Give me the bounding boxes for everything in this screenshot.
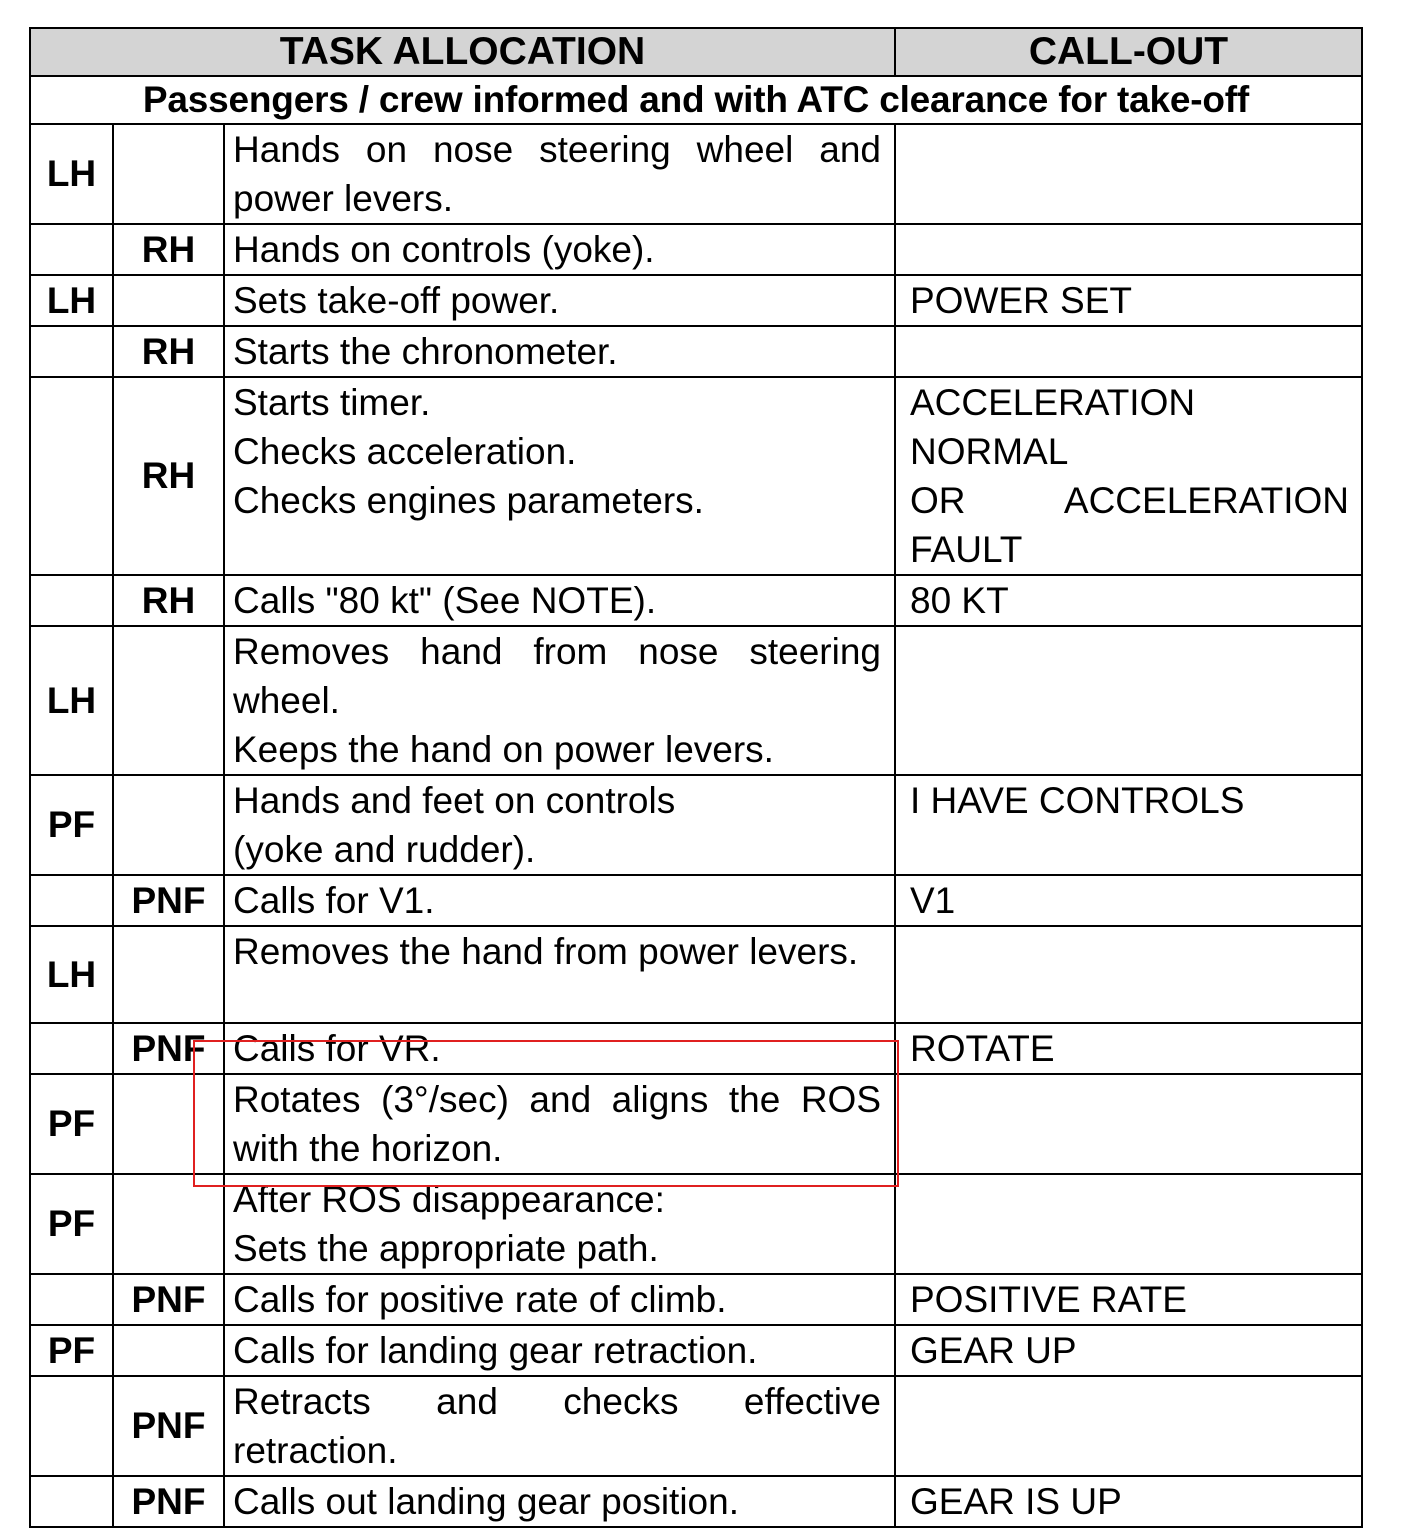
task-line: Checks engines parameters. <box>233 480 704 521</box>
header-row <box>30 28 1362 76</box>
callout-cell <box>895 326 1362 377</box>
task-cell <box>224 224 895 275</box>
task-line: Removes hand from nose steering wheel. <box>233 631 881 721</box>
task-cell <box>224 1074 895 1174</box>
callout-cell <box>895 1325 1362 1376</box>
table-row <box>30 124 1362 224</box>
table-row <box>30 1476 1362 1527</box>
task-line: Hands on nose steering wheel and power levers. <box>233 129 881 219</box>
role-right <box>113 1174 224 1274</box>
task-allocation-table <box>29 27 1363 1528</box>
callout-cell <box>895 775 1362 875</box>
table-row <box>30 1274 1362 1325</box>
role-right <box>113 775 224 875</box>
callout-line: GEAR UP <box>910 1330 1077 1371</box>
task-line: Checks acceleration. <box>233 431 577 472</box>
role-left <box>30 224 113 275</box>
callout-line: POWER SET <box>910 280 1133 321</box>
table-row <box>30 626 1362 775</box>
table-row <box>30 775 1362 875</box>
table-row <box>30 575 1362 626</box>
role-right <box>113 926 224 1023</box>
callout-cell <box>895 1274 1362 1325</box>
task-line: After ROS disappearance: <box>233 1179 665 1220</box>
task-line: Calls for positive rate of climb. <box>233 1279 727 1320</box>
subheader-text: Passengers / crew informed and with ATC clearance for take-off <box>30 76 1362 124</box>
callout-line: V1 <box>910 880 956 921</box>
header-task-allocation: TASK ALLOCATION <box>30 28 895 76</box>
task-cell <box>224 1274 895 1325</box>
callout-cell <box>895 875 1362 926</box>
role-right: PNF <box>113 1023 224 1074</box>
task-line: Calls "80 kt" (See NOTE). <box>233 580 657 621</box>
callout-line: ACCELERATION NORMAL <box>910 382 1196 472</box>
role-right <box>113 1325 224 1376</box>
header-call-out: CALL-OUT <box>895 28 1362 76</box>
table-row <box>30 326 1362 377</box>
role-right: PNF <box>113 1274 224 1325</box>
role-right <box>113 124 224 224</box>
table-row <box>30 275 1362 326</box>
task-cell <box>224 1376 895 1476</box>
subheader-row <box>30 76 1362 124</box>
callout-cell <box>895 124 1362 224</box>
task-line: Rotates (3°/sec) and aligns the ROS with the horizon. <box>233 1079 881 1169</box>
task-cell <box>224 1174 895 1274</box>
task-cell <box>224 926 895 1023</box>
role-right: PNF <box>113 1376 224 1476</box>
task-line: Starts the chronometer. <box>233 331 618 372</box>
task-line: Sets the appropriate path. <box>233 1228 659 1269</box>
role-left: LH <box>30 926 113 1023</box>
table-row <box>30 1174 1362 1274</box>
role-right <box>113 275 224 326</box>
task-cell <box>224 1023 895 1074</box>
role-left <box>30 326 113 377</box>
callout-cell <box>895 1174 1362 1274</box>
callout-cell <box>895 926 1362 1023</box>
role-left: PF <box>30 1074 113 1174</box>
role-left <box>30 875 113 926</box>
callout-cell <box>895 224 1362 275</box>
role-left <box>30 1274 113 1325</box>
table-row <box>30 224 1362 275</box>
role-right <box>113 1074 224 1174</box>
callout-line: I HAVE CONTROLS <box>910 780 1245 821</box>
role-right <box>113 626 224 775</box>
task-cell <box>224 326 895 377</box>
role-left <box>30 1376 113 1476</box>
task-line: Calls out landing gear position. <box>233 1481 739 1522</box>
task-line: (yoke and rudder). <box>233 829 536 870</box>
task-line: Starts timer. <box>233 382 431 423</box>
table-row <box>30 1325 1362 1376</box>
role-left: PF <box>30 1174 113 1274</box>
task-cell <box>224 575 895 626</box>
task-cell <box>224 775 895 875</box>
table-row <box>30 1074 1362 1174</box>
role-left: LH <box>30 626 113 775</box>
callout-line: OR ACCELERATION FAULT <box>910 480 1349 570</box>
task-cell <box>224 1476 895 1527</box>
callout-line: 80 KT <box>910 580 1009 621</box>
task-cell <box>224 377 895 575</box>
role-left: PF <box>30 775 113 875</box>
role-left: LH <box>30 124 113 224</box>
task-line: Retracts and checks effective retraction. <box>233 1381 881 1471</box>
task-line: Calls for VR. <box>233 1028 441 1069</box>
callout-line: POSITIVE RATE <box>910 1279 1187 1320</box>
callout-line: GEAR IS UP <box>910 1481 1122 1522</box>
role-left <box>30 377 113 575</box>
role-right: PNF <box>113 1476 224 1527</box>
table-row <box>30 1023 1362 1074</box>
task-cell <box>224 626 895 775</box>
task-line: Keeps the hand on power levers. <box>233 729 774 770</box>
task-cell <box>224 1325 895 1376</box>
callout-cell <box>895 1476 1362 1527</box>
role-right: RH <box>113 575 224 626</box>
callout-cell <box>895 275 1362 326</box>
table-row <box>30 377 1362 575</box>
task-cell <box>224 875 895 926</box>
callout-cell <box>895 377 1362 575</box>
role-left <box>30 1476 113 1527</box>
callout-cell <box>895 575 1362 626</box>
role-left <box>30 575 113 626</box>
callout-cell <box>895 1074 1362 1174</box>
callout-cell <box>895 1376 1362 1476</box>
role-left: PF <box>30 1325 113 1376</box>
task-line: Hands and feet on controls <box>233 780 676 821</box>
task-line: Calls for landing gear retraction. <box>233 1330 758 1371</box>
task-line: Removes the hand from power levers. <box>233 931 859 972</box>
task-cell <box>224 275 895 326</box>
task-cell <box>224 124 895 224</box>
role-left <box>30 1023 113 1074</box>
callout-line: ROTATE <box>910 1028 1055 1069</box>
role-right: PNF <box>113 875 224 926</box>
role-right: RH <box>113 224 224 275</box>
callout-cell <box>895 1023 1362 1074</box>
role-right: RH <box>113 326 224 377</box>
role-right: RH <box>113 377 224 575</box>
table-row <box>30 875 1362 926</box>
table-row <box>30 1376 1362 1476</box>
callout-cell <box>895 626 1362 775</box>
role-left: LH <box>30 275 113 326</box>
task-line: Hands on controls (yoke). <box>233 229 655 270</box>
task-line: Sets take-off power. <box>233 280 560 321</box>
task-line: Calls for V1. <box>233 880 435 921</box>
table-row <box>30 926 1362 1023</box>
